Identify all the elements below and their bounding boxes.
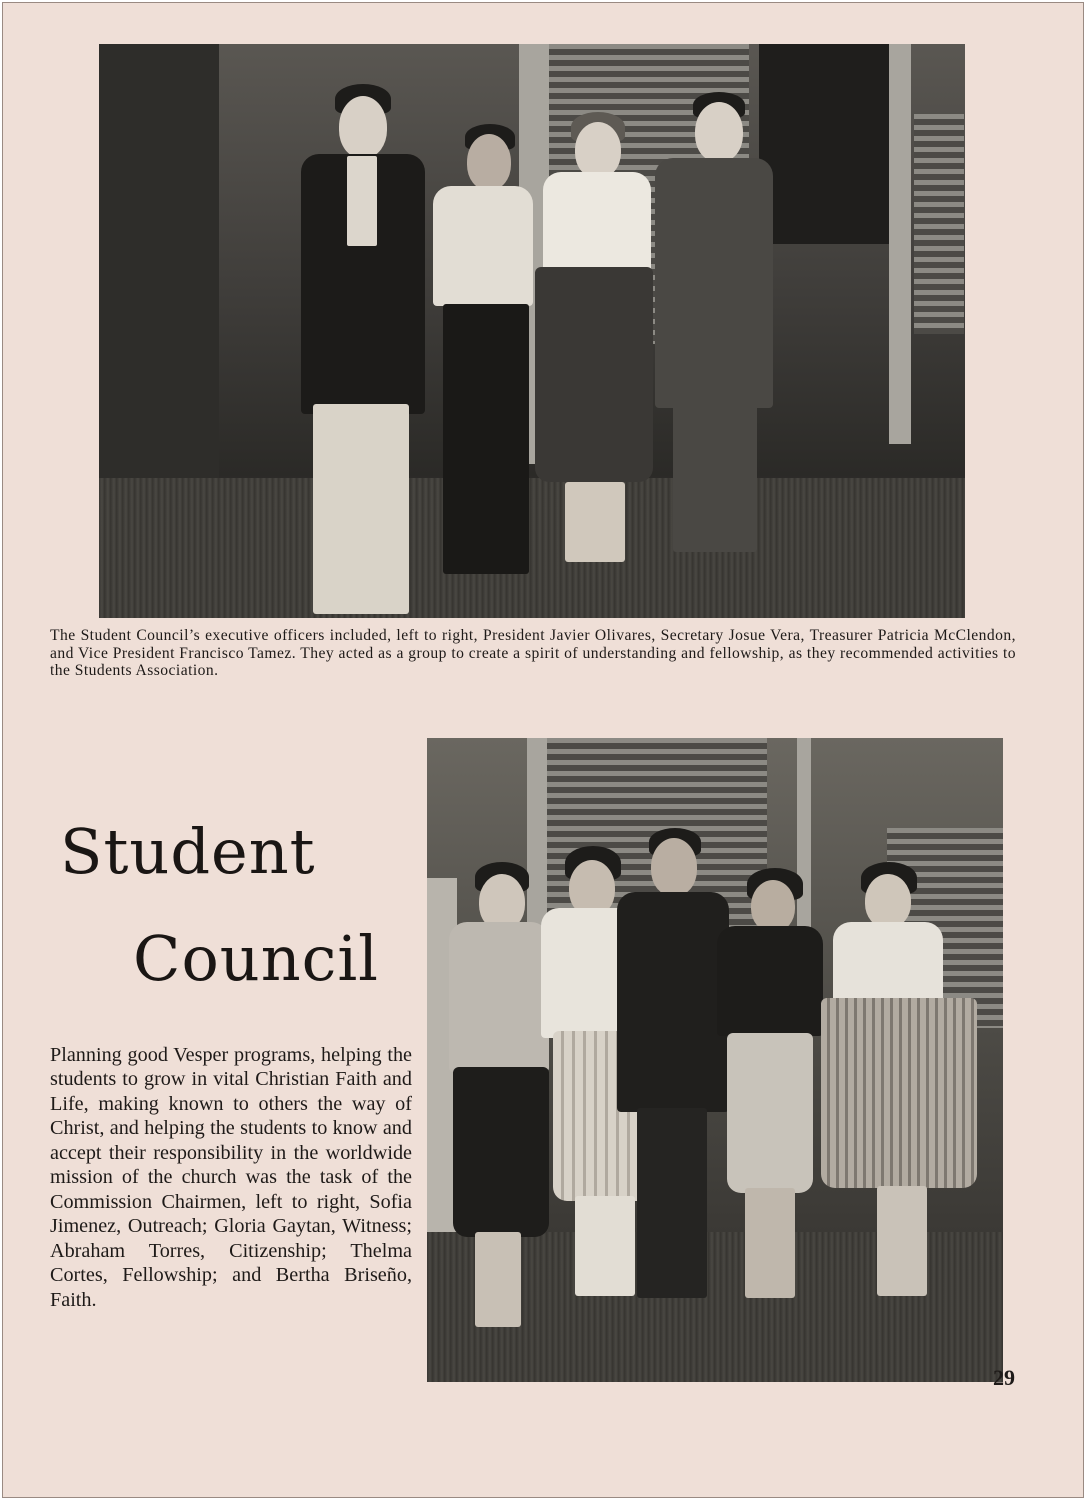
chairman-abraham-torres	[613, 828, 733, 1308]
officer-javier-olivares	[291, 84, 431, 618]
yearbook-page	[2, 2, 1084, 1498]
section-title-line2: Council	[133, 922, 380, 995]
officers-photo	[99, 44, 965, 618]
officer-josue-vera	[429, 124, 539, 604]
officer-francisco-tamez	[655, 92, 775, 562]
page-number: 29	[993, 1365, 1015, 1390]
chairman-bertha-briseno	[821, 862, 977, 1302]
commission-description: Planning good Vesper programs, helping the students to grow in vital Christian Faith and Life, making known to others the way of Christ, and helping the students to know and accept their responsibility in the worldwide mission of the church was the task of the Commission Chairmen, left to right, Sofia Jimenez, Outreach; Gloria Gaytan, Witness; Abraham Torres, Citizenship; Thelma Cortes, Fellowship; and Bertha Briseño, Faith.	[50, 1044, 412, 1311]
chairman-thelma-cortes	[717, 868, 827, 1308]
officers-caption: The Student Council’s executive officers included, left to right, President Javier Olivares, Secretary Josue Vera, Treasurer Patricia McClendon, and Vice President Francisco Tamez. They acted as a group to create a spirit of understanding and fellowship, as they recommended activities to the Students Association.	[50, 627, 1016, 680]
officer-patricia-mcclendon	[535, 112, 655, 572]
section-title-line1: Student	[60, 815, 316, 888]
commission-chairmen-photo	[427, 738, 1003, 1382]
